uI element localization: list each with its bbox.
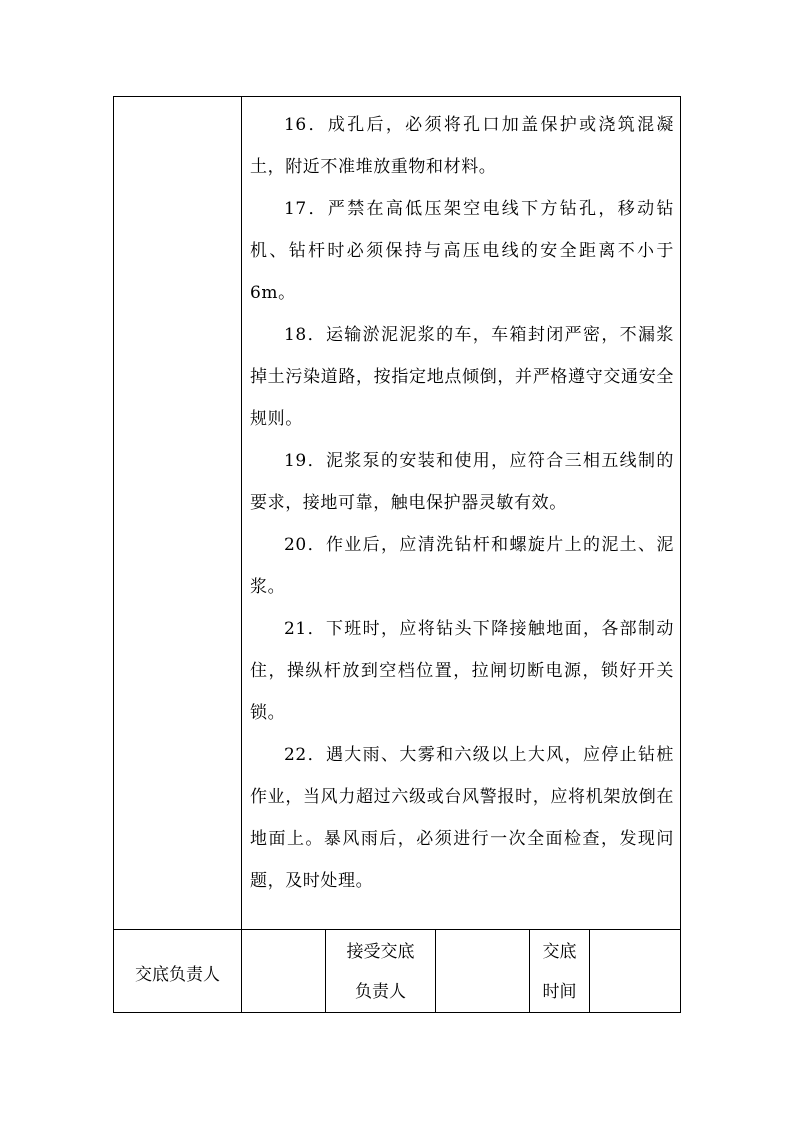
receiver-label-cell (326, 930, 435, 1014)
time-label-line2: 时间 (542, 982, 577, 1002)
time-label-line1: 交底 (542, 942, 577, 962)
item-18: 18．运输淤泥泥浆的车，车箱封闭严密，不漏浆掉土污染道路，按指定地点倾倒，并严格遵守交通安全规则。 (250, 325, 674, 429)
item-20: 20．作业后，应清洗钻杆和螺旋片上的泥土、泥浆。 (250, 535, 674, 597)
receiver-label-line2: 负责人 (355, 982, 406, 1002)
receiver-value-cell (436, 930, 529, 1014)
item-17: 17．严禁在高低压架空电线下方钻孔，移动钻机、钻杆时必须保持与高压电线的安全距离不小于 6m。 (250, 199, 674, 303)
responsible-label: 交底负责人 (135, 964, 220, 985)
time-value-cell (590, 930, 680, 1014)
item-22: 22．遇大雨、大雾和六级以上大风，应停止钻桩作业，当风力超过六级或台风警报时，应将机架放倒在地面上。暴风雨后，必须进行一次全面检查，发现问题，及时处理。 (250, 745, 674, 891)
responsible-label-cell (114, 930, 241, 1014)
receiver-label-line1: 接受交底 (346, 942, 415, 962)
time-label-cell (530, 930, 589, 1014)
disclosure-table (113, 96, 681, 1013)
item-21: 21．下班时，应将钻头下降接触地面，各部制动住，操纵杆放到空档位置，拉闸切断电源，锁好开关锁。 (250, 619, 674, 723)
safety-items (242, 97, 682, 929)
item-19: 19．泥浆泵的安装和使用，应符合三相五线制的要求，接地可靠，触电保护器灵敏有效。 (250, 451, 674, 513)
responsible-value-cell (242, 930, 325, 1014)
item-16: 16．成孔后，必须将孔口加盖保护或浇筑混凝土，附近不准堆放重物和材料。 (250, 115, 674, 177)
